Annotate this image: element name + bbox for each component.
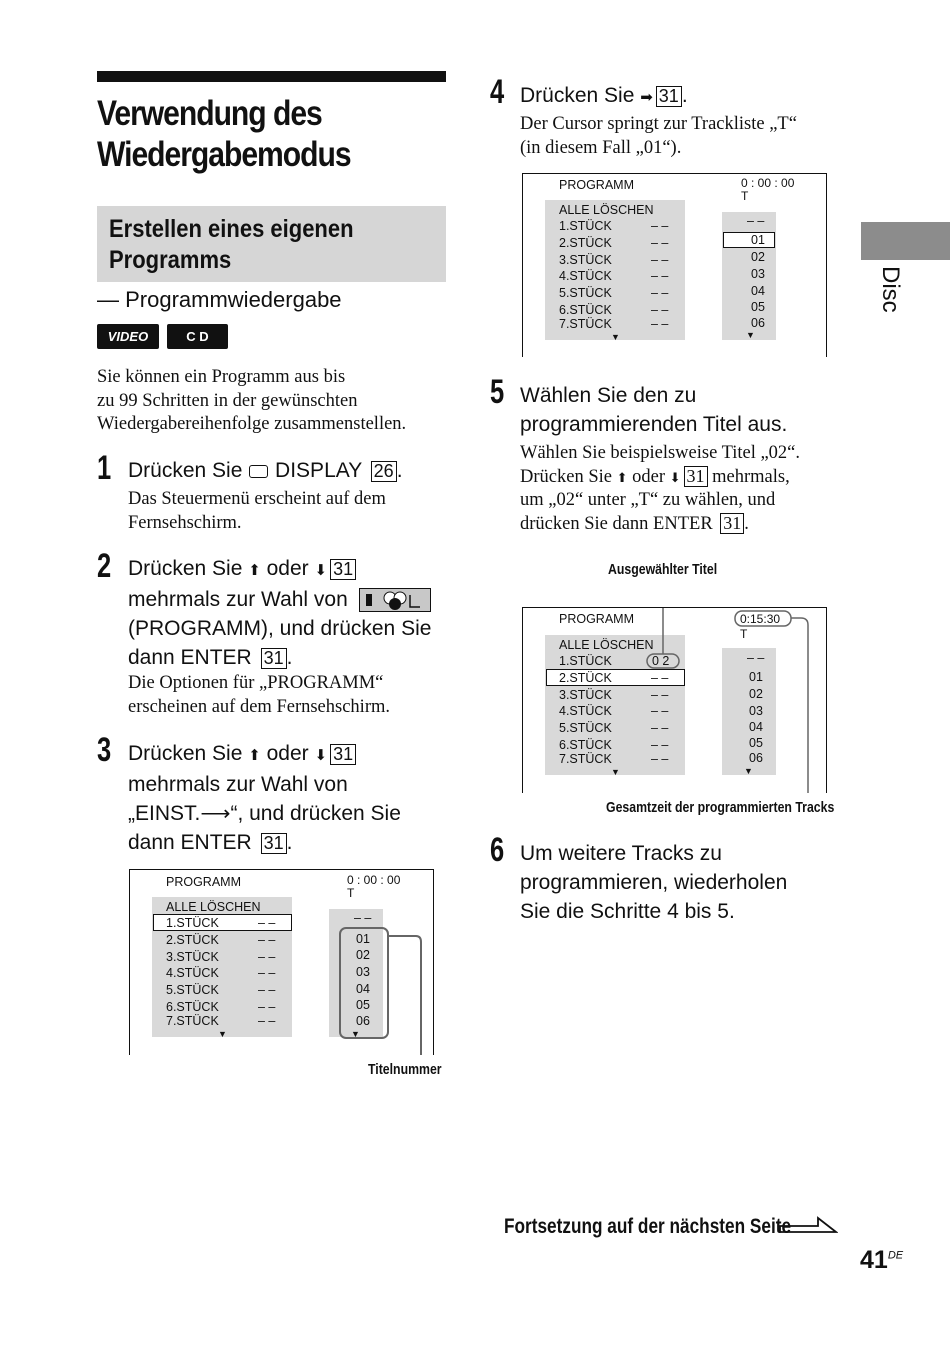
track-item[interactable]: 06 [749, 751, 763, 765]
page-number: 41DE [860, 1246, 904, 1274]
menu-dash: – – [651, 286, 669, 300]
menu-screen-step3 [129, 869, 434, 1055]
step-4-heading: Drücken Sie ➡ 31 . [520, 84, 688, 107]
menu-dash: – – [258, 1014, 276, 1028]
step-3-heading: Drücken Sie ⬆ oder ⬇ 31 mehrmals zur Wahl von „EINST.⟶“, und drücken Sie dann ENTER 31 . [128, 742, 401, 854]
track-item[interactable]: 05 [356, 998, 370, 1012]
menu-row[interactable]: 1.STÜCK [166, 916, 219, 930]
menu-time: 0 : 00 : 00 [347, 873, 401, 887]
menu-dash: – – [651, 303, 669, 317]
continue-text: Fortsetzung auf der nächsten Seite [504, 1215, 792, 1238]
track-item[interactable]: 01 [751, 233, 765, 247]
menu-row[interactable]: 2.STÜCK [166, 933, 219, 947]
menu-dash: – – [651, 704, 669, 718]
menu-row[interactable]: 6.STÜCK [559, 738, 612, 752]
display-icon [249, 465, 268, 478]
down-arrow-icon: ⬇ [314, 562, 328, 579]
menu-t-label: T [741, 189, 749, 203]
menu-screen-step5 [522, 607, 827, 793]
menu-row[interactable]: 5.STÜCK [559, 721, 612, 735]
track-item[interactable]: 04 [751, 284, 765, 298]
menu-clear-all[interactable]: ALLE LÖSCHEN [166, 900, 261, 914]
step-4-number: 4 [490, 73, 505, 111]
menu-row[interactable]: 4.STÜCK [166, 966, 219, 980]
down-arrow-icon: ⬇ [669, 469, 681, 485]
step-2-number: 2 [97, 547, 112, 585]
title-rule [97, 71, 446, 82]
menu-dash: – – [258, 983, 276, 997]
menu-dash: – – [651, 671, 669, 685]
menu-time: 0 : 00 : 00 [741, 176, 795, 190]
menu-dash: – – [651, 738, 669, 752]
scroll-down-icon[interactable]: ▼ [218, 1029, 227, 1039]
track-item[interactable]: 01 [749, 670, 763, 684]
side-tab-label: Disc [877, 266, 904, 313]
up-arrow-icon: ⬆ [248, 747, 261, 764]
scroll-down-icon[interactable]: ▼ [611, 767, 620, 777]
menu-clear-all[interactable]: ALLE LÖSCHEN [559, 638, 654, 652]
track-item[interactable]: 03 [356, 965, 370, 979]
step-5-heading: Wählen Sie den zu programmierenden Titel aus. [520, 384, 788, 436]
menu-t-label: T [347, 886, 355, 900]
up-arrow-icon: ⬆ [248, 562, 261, 579]
caption-titelnummer: Titelnummer [368, 1061, 442, 1078]
track-item[interactable]: 05 [751, 300, 765, 314]
menu-row[interactable]: 2.STÜCK [559, 671, 612, 685]
track-item[interactable]: 05 [749, 736, 763, 750]
step-6-heading: Um weitere Tracks zu programmieren, wiederholen Sie die Schritte 4 bis 5. [520, 842, 788, 923]
scroll-down-icon[interactable]: ▼ [351, 1029, 360, 1039]
menu-dash: – – [651, 219, 669, 233]
menu-header: PROGRAMM [559, 612, 634, 626]
track-dash: – – [747, 214, 765, 228]
continue-arrow-icon [778, 1214, 838, 1238]
menu-row[interactable]: 7.STÜCK [559, 752, 612, 766]
track-item[interactable]: 02 [751, 250, 765, 264]
step-5-number: 5 [490, 373, 505, 411]
track-item[interactable]: 06 [356, 1014, 370, 1028]
program-menu-icon [359, 588, 431, 612]
track-cursor [723, 232, 775, 248]
track-item[interactable]: 03 [749, 704, 763, 718]
intro-text: Sie können ein Programm aus bis zu 99 Schritten in der gewünschten Wiedergabereihenfolge zusammenstellen. [97, 367, 407, 434]
caption-ausgewaehlter-titel: Ausgewählter Titel [608, 561, 718, 578]
track-dash: – – [747, 651, 765, 665]
step-6-number: 6 [490, 831, 505, 869]
menu-dash: – – [651, 236, 669, 250]
step-1-heading: Drücken Sie DISPLAY 26 . [128, 459, 403, 482]
menu-dash: – – [258, 966, 276, 980]
menu-row[interactable]: 5.STÜCK [166, 983, 219, 997]
step-1-desc: Das Steuermenü erscheint auf dem Fernsehschirm. [128, 489, 386, 533]
track-dash: – – [354, 911, 372, 925]
menu-row[interactable]: 3.STÜCK [559, 688, 612, 702]
step-5-desc: Wählen Sie beispielsweise Titel „02“. Drücken Sie ⬆ oder ⬇ 31 mehrmals, um „02“ unter „T“ zu wählen, und drücken Sie dann ENTER 31 . [520, 443, 801, 534]
step-2-desc: Die Optionen für „PROGRAMM“ erscheinen auf dem Fernsehschirm. [128, 673, 390, 717]
menu-header: PROGRAMM [166, 875, 241, 889]
section-title: Erstellen eines eigenen Programms [109, 215, 354, 274]
menu-dash: – – [651, 721, 669, 735]
callout-lines [523, 608, 826, 793]
up-arrow-icon: ⬆ [616, 469, 628, 485]
step-2-heading: Drücken Sie ⬆ oder ⬇ 31 mehrmals zur Wahl von (PROGRAMM), und drücken Sie dann ENTER 31 . [128, 557, 432, 669]
menu-dash: – – [258, 916, 276, 930]
menu-row[interactable]: 4.STÜCK [559, 269, 612, 283]
menu-row[interactable]: 5.STÜCK [559, 286, 612, 300]
menu-total-time: 0:15:30 [740, 612, 781, 626]
scroll-down-icon[interactable]: ▼ [746, 330, 755, 340]
right-arrow-icon: ➡ [640, 89, 653, 106]
menu-dash: – – [258, 933, 276, 947]
menu-screen-step4 [522, 173, 827, 357]
menu-dash: – – [651, 752, 669, 766]
menu-dash: – – [651, 688, 669, 702]
menu-row[interactable]: 7.STÜCK [559, 317, 612, 331]
menu-row[interactable]: 6.STÜCK [559, 303, 612, 317]
menu-dash: – – [651, 253, 669, 267]
track-item[interactable]: 03 [751, 267, 765, 281]
menu-row[interactable]: 1.STÜCK [559, 654, 612, 668]
menu-header: PROGRAMM [559, 178, 634, 192]
caption-gesamtzeit: Gesamtzeit der programmierten Tracks [606, 799, 835, 816]
step-3-number: 3 [97, 731, 112, 769]
track-item[interactable]: 01 [356, 932, 370, 946]
scroll-down-icon[interactable]: ▼ [611, 332, 620, 342]
track-item[interactable]: 04 [749, 720, 763, 734]
programmed-track-value: 0 2 [652, 654, 670, 668]
menu-row[interactable]: 1.STÜCK [559, 219, 612, 233]
menu-row[interactable]: 3.STÜCK [166, 950, 219, 964]
menu-row[interactable]: 6.STÜCK [166, 1000, 219, 1014]
page-title: Verwendung des Wiedergabemodus [97, 94, 351, 174]
menu-row[interactable]: 3.STÜCK [559, 253, 612, 267]
section-side-tab [861, 222, 950, 260]
scroll-down-icon[interactable]: ▼ [744, 766, 753, 776]
step-1-number: 1 [97, 449, 112, 487]
track-item[interactable]: 02 [749, 687, 763, 701]
step-4-desc: Der Cursor springt zur Trackliste „T“ (in diesem Fall „01“). [520, 114, 797, 158]
down-arrow-icon: ⬇ [314, 747, 328, 764]
section-subtitle: — Programmwiedergabe [97, 287, 342, 312]
menu-row[interactable]: 4.STÜCK [559, 704, 612, 718]
track-item[interactable]: 02 [356, 948, 370, 962]
menu-row[interactable]: 2.STÜCK [559, 236, 612, 250]
menu-dash: – – [258, 1000, 276, 1014]
cd-badge: C D [167, 324, 228, 349]
menu-row[interactable]: 7.STÜCK [166, 1014, 219, 1028]
track-item[interactable]: 06 [751, 316, 765, 330]
menu-dash: – – [651, 269, 669, 283]
video-cd-badge: VIDEO CD [97, 324, 159, 349]
menu-clear-all[interactable]: ALLE LÖSCHEN [559, 203, 654, 217]
menu-t-label: T [740, 627, 748, 641]
track-item[interactable]: 04 [356, 982, 370, 996]
titelnummer-callout [130, 870, 433, 1055]
menu-dash: – – [651, 317, 669, 331]
menu-dash: – – [258, 950, 276, 964]
